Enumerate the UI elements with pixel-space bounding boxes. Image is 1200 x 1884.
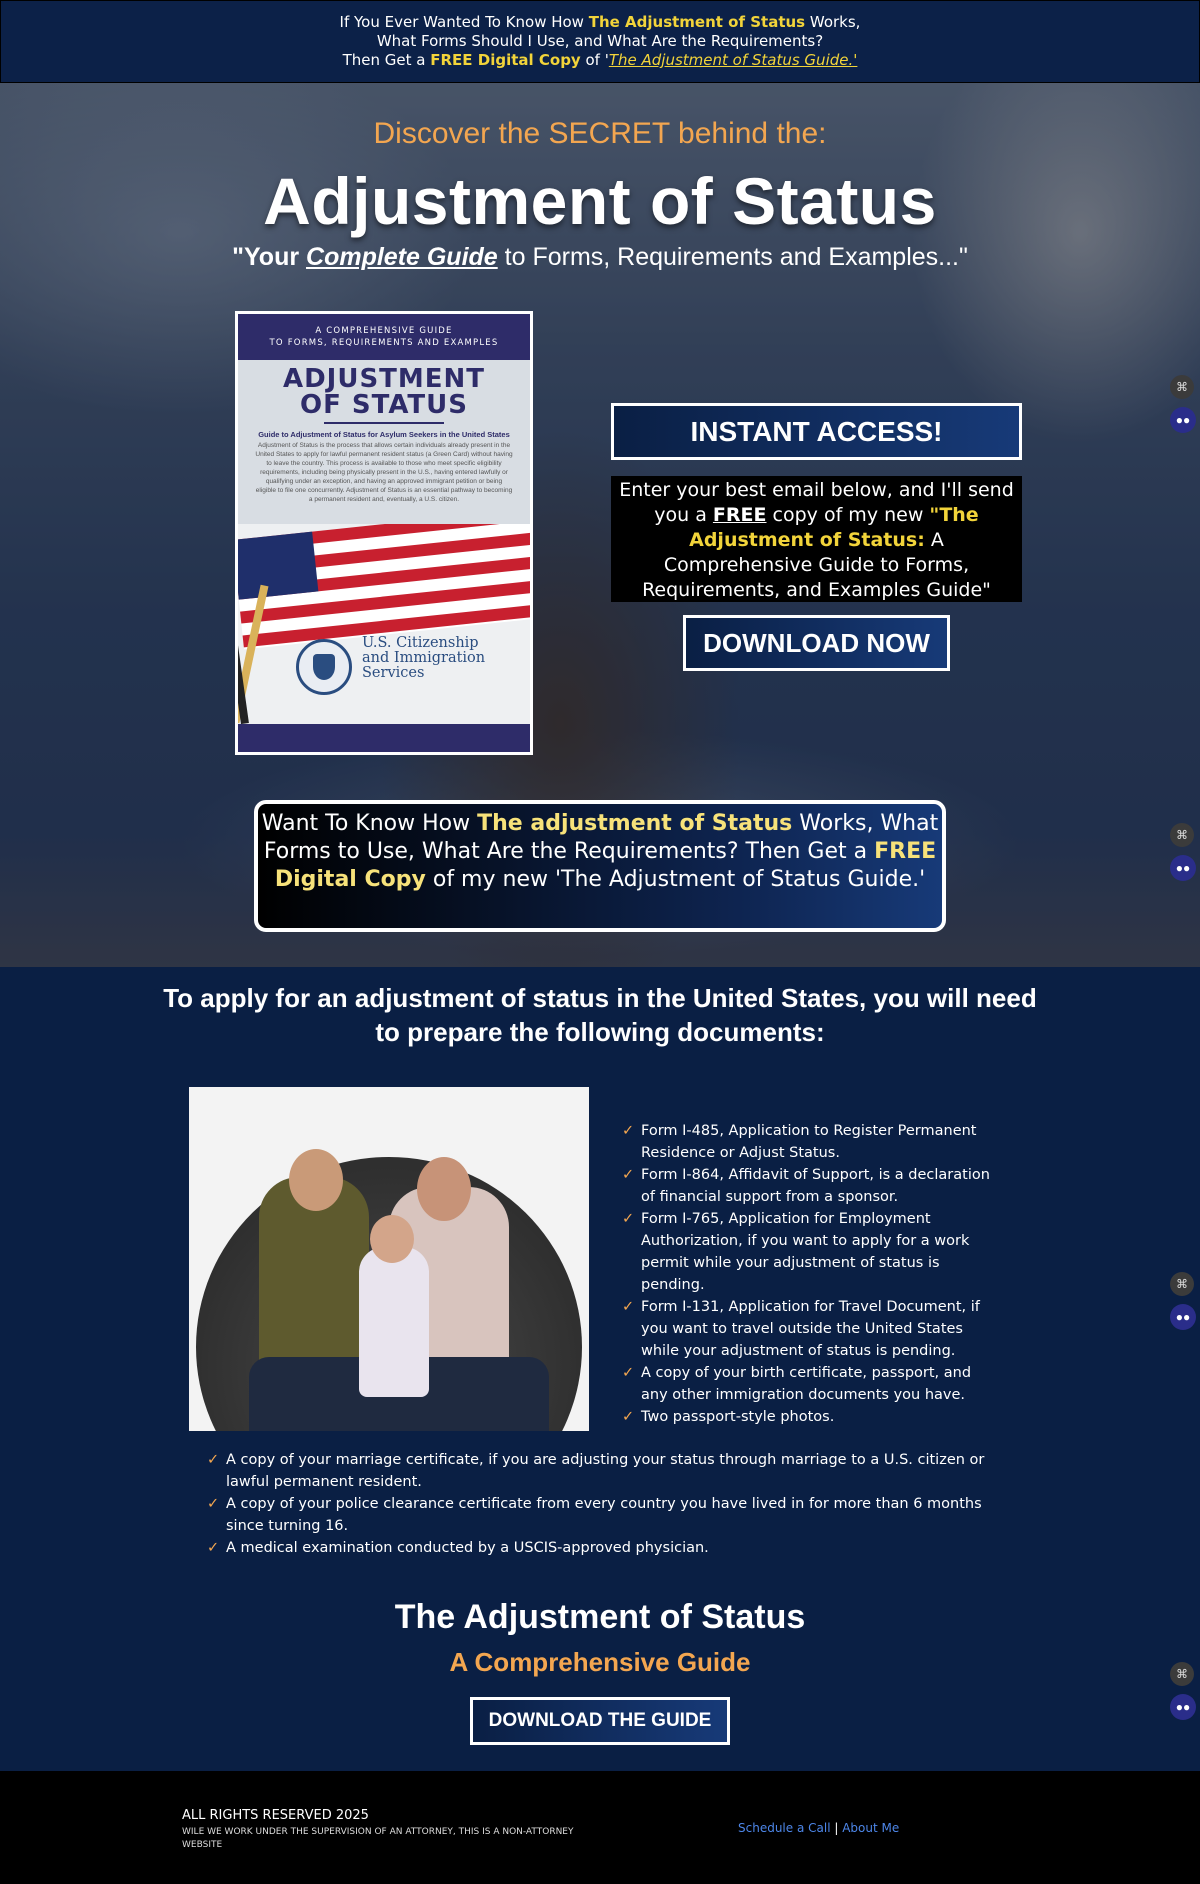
check-icon: ✓ bbox=[622, 1365, 635, 1381]
list-item bbox=[622, 1164, 1002, 1208]
list-item bbox=[622, 1120, 1002, 1164]
agency-name bbox=[362, 636, 485, 681]
offer-free: FREE bbox=[712, 504, 767, 526]
top-announcement-bar bbox=[0, 0, 1200, 83]
topbar-text: of ' bbox=[580, 51, 609, 69]
hero-section bbox=[0, 83, 1200, 967]
chatbot-icon[interactable]: ●● bbox=[1170, 1304, 1196, 1330]
email-offer-text bbox=[611, 476, 1022, 602]
list-item-text: Form I-864, Affidavit of Support, is a declaration of financial support from a sponsor. bbox=[641, 1167, 990, 1205]
download-guide-button[interactable]: DOWNLOAD THE GUIDE bbox=[470, 1697, 730, 1745]
book-title-line: ADJUSTMENT bbox=[282, 364, 486, 394]
list-item-text: Form I-485, Application to Register Permanent Residence or Adjust Status. bbox=[641, 1123, 977, 1161]
list-item bbox=[622, 1406, 1002, 1428]
agency-line: Services bbox=[362, 665, 425, 681]
book-top-band bbox=[238, 314, 530, 360]
topbar-text: Then Get a bbox=[342, 51, 431, 69]
book-divider bbox=[324, 422, 444, 424]
photo-mother-head bbox=[417, 1157, 471, 1221]
check-icon: ✓ bbox=[207, 1496, 220, 1512]
instant-access-banner: INSTANT ACCESS! bbox=[611, 403, 1022, 460]
floating-widget bbox=[1170, 375, 1196, 433]
topbar-line-1 bbox=[1, 13, 1199, 32]
link-separator: | bbox=[830, 1821, 843, 1835]
check-icon: ✓ bbox=[207, 1452, 220, 1468]
list-item-text: Form I-765, Application for Employment Authorization, if you want to apply for a work permit while your adjustment of status is pending. bbox=[641, 1211, 970, 1293]
check-icon: ✓ bbox=[622, 1299, 635, 1315]
offer-text: Enter your best email below, and I'll send you a bbox=[619, 479, 1014, 526]
floating-widget bbox=[1170, 1272, 1196, 1330]
check-icon: ✓ bbox=[622, 1409, 635, 1425]
want-text: of my new 'The Adjustment of Status Guide.' bbox=[425, 867, 926, 892]
list-item-text: A copy of your police clearance certificate from every country you have lived in for more than 6 months since turning 16. bbox=[226, 1496, 982, 1534]
offer-text: A Comprehensive Guide to Forms, Requirements, and Examples Guide" bbox=[642, 529, 991, 601]
hero-subheadline bbox=[0, 243, 1200, 272]
chatbot-icon[interactable]: ●● bbox=[1170, 407, 1196, 433]
documents-list-continued bbox=[207, 1449, 1007, 1559]
agency-line: and Immigration bbox=[362, 650, 486, 666]
chatbot-icon[interactable]: ●● bbox=[1170, 1694, 1196, 1720]
footer bbox=[0, 1771, 1200, 1884]
family-photo bbox=[189, 1087, 589, 1431]
flag-icon bbox=[238, 524, 530, 724]
check-icon: ✓ bbox=[622, 1211, 635, 1227]
documents-section bbox=[0, 967, 1200, 1771]
dhs-seal-icon bbox=[296, 639, 352, 695]
book-title-line: OF STATUS bbox=[299, 390, 469, 420]
check-icon: ✓ bbox=[207, 1540, 220, 1556]
grid-icon[interactable]: ⌘ bbox=[1170, 1662, 1194, 1686]
offer-text: copy of my new bbox=[766, 504, 930, 526]
topbar-line-3 bbox=[1, 51, 1199, 70]
flag-photo bbox=[238, 524, 530, 724]
book-cover-image bbox=[235, 311, 533, 755]
guide-link[interactable]: The Adjustment of Status Guide.' bbox=[608, 51, 858, 69]
list-item bbox=[622, 1296, 1002, 1362]
book-subtitle: Guide to Adjustment of Status for Asylum Seekers in the United States bbox=[258, 430, 510, 439]
want-highlight: The adjustment of Status bbox=[477, 811, 793, 836]
disclaimer-text: WILE WE WORK UNDER THE SUPERVISION OF AN ATTORNEY, THIS IS A NON-ATTORNEY WEBSITE bbox=[182, 1827, 574, 1850]
grid-icon[interactable]: ⌘ bbox=[1170, 1272, 1194, 1296]
documents-heading: To apply for an adjustment of status in the United States, you will need to prepare the following documents: bbox=[163, 983, 1037, 1047]
cta-subtitle: A Comprehensive Guide bbox=[449, 1647, 751, 1677]
list-item bbox=[622, 1208, 1002, 1296]
check-icon: ✓ bbox=[622, 1167, 635, 1183]
want-text: Want To Know How bbox=[261, 811, 478, 836]
book-band-text: A COMPREHENSIVE GUIDE bbox=[315, 326, 453, 336]
book-band-text: TO FORMS, REQUIREMENTS AND EXAMPLES bbox=[269, 338, 499, 348]
copyright-text: ALL RIGHTS RESERVED 2025 bbox=[182, 1808, 369, 1823]
book-bottom-band bbox=[238, 724, 530, 752]
offer-highlight: "The Adjustment of Status: bbox=[689, 504, 979, 551]
list-item-text: Form I-131, Application for Travel Document, if you want to travel outside the United States while your adjustment of status is pending. bbox=[641, 1299, 980, 1359]
list-item-text: Two passport-style photos. bbox=[641, 1409, 835, 1425]
about-me-link[interactable]: About Me bbox=[842, 1821, 900, 1835]
list-item bbox=[207, 1493, 1007, 1537]
grid-icon[interactable]: ⌘ bbox=[1170, 823, 1194, 847]
list-item bbox=[207, 1537, 1007, 1559]
documents-list bbox=[622, 1120, 1002, 1428]
book-body-text: Adjustment of Status is the process that allows certain individuals already present in the United States to apply for lawful permanent resident status (a Green Card) without having to leave the country. This process is available to those who meet specific eligibility requirements, including being physically present in the U.S., having entered lawfully or qualifying under an exception, and having an approved immigrant petition or being eligible to file one concurrently. Adjustment of Status is an essential pathway to becoming a permanent resident and, eventually, a U.S. citizen. bbox=[255, 442, 513, 503]
topbar-text: Works, bbox=[805, 13, 861, 31]
chatbot-icon[interactable]: ●● bbox=[1170, 855, 1196, 881]
sub-text: "Your bbox=[232, 243, 307, 271]
list-item bbox=[622, 1362, 1002, 1406]
cta-title: The Adjustment of Status bbox=[394, 1598, 806, 1636]
photo-child-head bbox=[370, 1215, 414, 1263]
want-text: Works, What Forms to Use, What Are the Requirements? Then Get a bbox=[263, 811, 939, 864]
list-item-text: A copy of your birth certificate, passport, and any other immigration documents you have. bbox=[641, 1365, 972, 1403]
floating-widget bbox=[1170, 823, 1196, 881]
photo-father-head bbox=[289, 1149, 343, 1211]
topbar-text: If You Ever Wanted To Know How bbox=[339, 13, 589, 31]
floating-widget bbox=[1170, 1662, 1196, 1720]
agency-line: U.S. Citizenship bbox=[362, 635, 479, 651]
hero-kicker: Discover the SECRET behind the: bbox=[373, 117, 827, 150]
hero-headline: Adjustment of Status bbox=[263, 164, 937, 238]
want-to-know-box bbox=[254, 800, 946, 932]
list-item-text: A copy of your marriage certificate, if you are adjusting your status through marriage to a U.S. citizen or lawful permanent resident. bbox=[226, 1452, 985, 1490]
photo-child bbox=[359, 1247, 429, 1397]
topbar-highlight: FREE Digital Copy bbox=[430, 51, 581, 69]
grid-icon[interactable]: ⌘ bbox=[1170, 375, 1194, 399]
check-icon: ✓ bbox=[622, 1123, 635, 1139]
topbar-highlight: The Adjustment of Status bbox=[588, 13, 806, 31]
book-title bbox=[238, 366, 530, 418]
list-item-text: A medical examination conducted by a USCIS-approved physician. bbox=[226, 1540, 709, 1556]
topbar-line-2: What Forms Should I Use, and What Are the Requirements? bbox=[376, 32, 824, 50]
schedule-call-link[interactable]: Schedule a Call bbox=[738, 1821, 831, 1835]
sub-emphasis: Complete Guide bbox=[306, 243, 498, 271]
sub-text: to Forms, Requirements and Examples..." bbox=[497, 243, 968, 271]
list-item bbox=[207, 1449, 1007, 1493]
want-highlight: FREE Digital Copy bbox=[274, 839, 937, 892]
footer-links bbox=[738, 1821, 899, 1835]
download-now-button[interactable]: DOWNLOAD NOW bbox=[683, 615, 950, 671]
